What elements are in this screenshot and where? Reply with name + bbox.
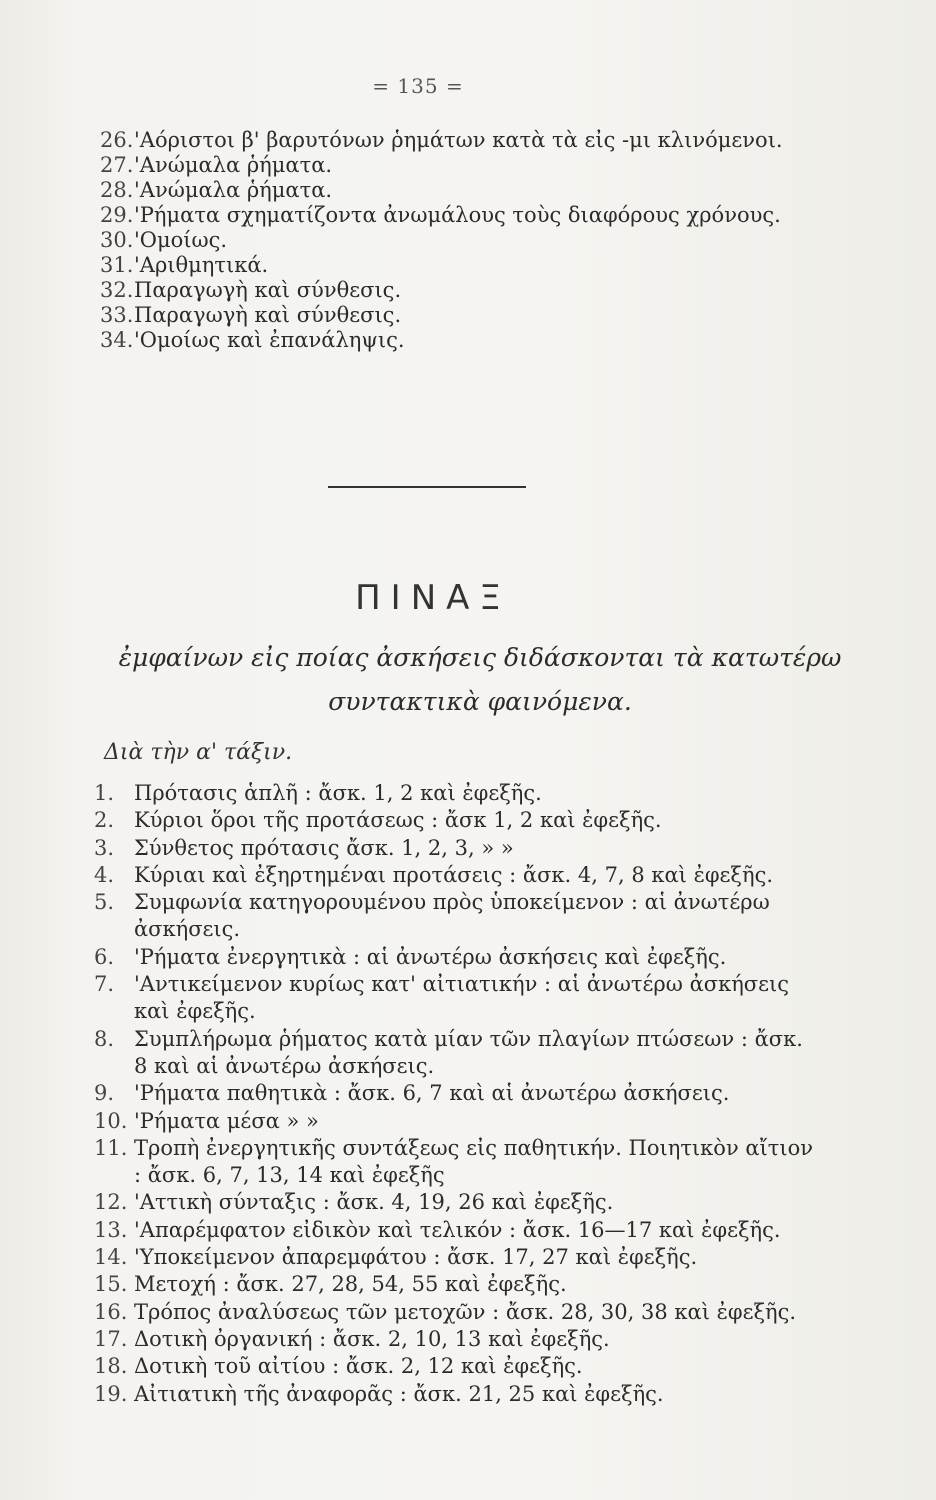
item-number: 4.: [94, 862, 115, 887]
list-item: [94, 889, 814, 944]
list-item: [94, 1026, 814, 1081]
list-item: [94, 1381, 814, 1408]
section-title: ΠΙΝΑΞ: [355, 578, 511, 618]
item-text: Δοτικὴ ὀργανική : ἄσκ. 2, 10, 13 καὶ ἐφεξῆς.: [134, 1326, 610, 1351]
item-number: 12.: [94, 1190, 128, 1215]
item-number: 19.: [94, 1381, 128, 1406]
item-text: Κύριαι καὶ ἐξηρτημέναι προτάσεις : ἄσκ. 4, 7, 8 καὶ ἐφεξῆς.: [134, 862, 774, 887]
item-number: 2.: [94, 808, 115, 833]
item-number: 11.: [94, 1135, 128, 1160]
item-number: 18.: [94, 1354, 128, 1379]
item-text: 'Ανώμαλα ῥήματα.: [134, 153, 333, 177]
list-item: [100, 228, 800, 253]
item-text: Πρότασις ἁπλῆ : ἄσκ. 1, 2 καὶ ἐφεξῆς.: [134, 781, 542, 805]
list-item: [94, 835, 814, 862]
list-item: [94, 1135, 814, 1190]
item-number: 15.: [94, 1272, 128, 1297]
list-item: [100, 128, 800, 153]
list-item: [100, 278, 800, 303]
list-item: [94, 1108, 814, 1135]
item-text: 'Ρήματα μέσα » »: [134, 1108, 319, 1133]
item-number: 29.: [100, 203, 134, 227]
page-number: = 135 =: [372, 74, 464, 98]
section-subtitle: ἐμφαίνων εἰς ποίας ἀσκήσεις διδάσκονται τὰ κατωτέρω συντακτικὰ φαινόμενα.: [118, 643, 842, 716]
list-item: [94, 1080, 814, 1107]
item-text: 'Ανώμαλα ῥήματα.: [134, 178, 333, 202]
item-text: 'Αντικείμενον κυρίως κατ' αἰτιατικήν : αἱ ἀνωτέρω ἀσκήσεις καὶ ἐφεξῆς.: [134, 972, 790, 1024]
item-number: 26.: [100, 128, 134, 152]
item-number: 34.: [100, 328, 134, 352]
item-number: 7.: [94, 972, 115, 997]
item-number: 3.: [94, 835, 115, 860]
item-number: 33.: [100, 303, 134, 327]
list-item: [94, 1326, 814, 1353]
item-text: 'Ομοίως.: [134, 228, 228, 252]
list-item: [94, 971, 814, 1026]
list-item: [94, 807, 814, 834]
item-number: 30.: [100, 228, 134, 252]
item-number: 17.: [94, 1326, 128, 1351]
list-item: [100, 153, 800, 178]
section-divider: [328, 486, 526, 488]
item-number: 6.: [94, 944, 115, 969]
item-text: Παραγωγὴ καὶ σύνθεσις.: [134, 278, 402, 302]
item-text: 'Αττικὴ σύνταξις : ἄσκ. 4, 19, 26 καὶ ἐφεξῆς.: [134, 1190, 614, 1215]
item-number: 28.: [100, 178, 134, 202]
item-text: 'Αριθμητικά.: [134, 253, 269, 277]
item-text: Κύριοι ὅροι τῆς προτάσεως : ἄσκ 1, 2 καὶ ἐφεξῆς.: [134, 808, 662, 833]
item-number: 9.: [94, 1081, 115, 1106]
list-item: [100, 253, 800, 278]
item-text: Αἰτιατικὴ τῆς ἀναφορᾶς : ἄσκ. 21, 25 καὶ ἐφεξῆς.: [134, 1381, 664, 1406]
item-text: Τροπὴ ἐνεργητικῆς συντάξεως εἰς παθητικήν. Ποιητικὸν αἴτιον : ἄσκ. 6, 7, 13, 14 καὶ ἐφεξῆς: [134, 1135, 814, 1188]
item-number: 16.: [94, 1299, 128, 1324]
syntax-index-list: [94, 780, 814, 1408]
item-text: 'Ομοίως καὶ ἐπανάληψις.: [134, 328, 405, 352]
item-text: Σύνθετος πρότασις ἄσκ. 1, 2, 3, » »: [134, 835, 514, 860]
item-number: 13.: [94, 1217, 128, 1242]
item-text: 'Αόριστοι β' βαρυτόνων ῥημάτων κατὰ τὰ εἰς -μι κλινόμενοι.: [134, 128, 783, 152]
item-number: 8.: [94, 1026, 115, 1051]
list-item: [100, 203, 800, 228]
list-item: [94, 944, 814, 971]
item-text: Παραγωγὴ καὶ σύνθεσις.: [134, 303, 402, 327]
item-text: Συμπλήρωμα ῥήματος κατὰ μίαν τῶν πλαγίων πτώσεων : ἄσκ. 8 καὶ αἱ ἀνωτέρω ἀσκήσεις.: [134, 1026, 803, 1078]
item-text: Μετοχή : ἄσκ. 27, 28, 54, 55 καὶ ἐφεξῆς.: [134, 1272, 567, 1297]
item-text: 'Ρήματα ἐνεργητικὰ : αἱ ἀνωτέρω ἀσκήσεις καὶ ἐφεξῆς.: [134, 944, 727, 969]
item-text: 'Ρήματα σχηματίζοντα ἀνωμάλους τοὺς διαφόρους χρόνους.: [134, 203, 781, 227]
list-item: [94, 1244, 814, 1271]
item-text: Δοτικὴ τοῦ αἰτίου : ἄσκ. 2, 12 καὶ ἐφεξῆς.: [134, 1354, 583, 1379]
item-number: 32.: [100, 278, 134, 302]
list-item: [94, 1353, 814, 1380]
item-text: Τρόπος ἀναλύσεως τῶν μετοχῶν : ἄσκ. 28, 30, 38 καὶ ἐφεξῆς.: [134, 1299, 797, 1324]
list-item: [100, 178, 800, 203]
class-heading: Διὰ τὴν α' τάξιν.: [104, 740, 293, 765]
item-text: 'Ρήματα παθητικὰ : ἄσκ. 6, 7 καὶ αἱ ἀνωτέρω ἀσκήσεις.: [134, 1081, 730, 1106]
list-item: [94, 1299, 814, 1326]
item-number: 31.: [100, 253, 134, 277]
list-item: [94, 1189, 814, 1216]
list-item: [100, 303, 800, 328]
item-text: 'Απαρέμφατον εἰδικὸν καὶ τελικόν : ἄσκ. 16—17 καὶ ἐφεξῆς.: [134, 1217, 781, 1242]
list-item: [94, 862, 814, 889]
list-item: [94, 1271, 814, 1298]
item-number: 5.: [94, 890, 115, 915]
list-item: [94, 780, 814, 807]
item-number: 10.: [94, 1108, 128, 1133]
chapter-list: [100, 128, 800, 353]
item-text: Συμφωνία κατηγορουμένου πρὸς ὑποκείμενον : αἱ ἀνωτέρω ἀσκήσεις.: [134, 890, 770, 942]
item-number: 27.: [100, 153, 134, 177]
list-item: [100, 328, 800, 353]
list-item: [94, 1217, 814, 1244]
item-number: 14.: [94, 1245, 128, 1270]
item-number: 1.: [94, 781, 115, 805]
item-text: 'Υποκείμενον ἀπαρεμφάτου : ἄσκ. 17, 27 καὶ ἐφεξῆς.: [134, 1245, 698, 1270]
